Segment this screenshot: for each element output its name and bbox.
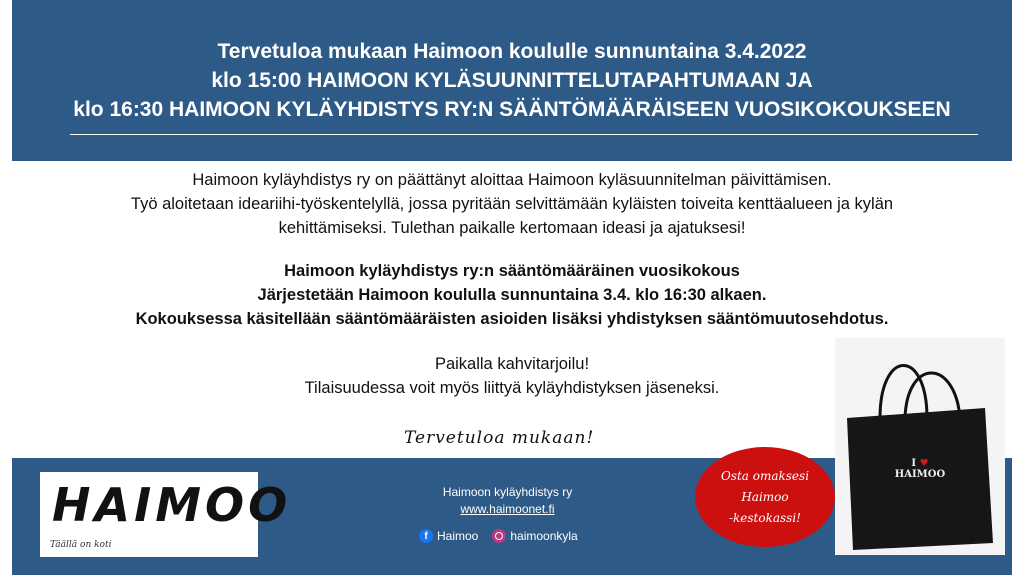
bag-text-brand: HAIMOO <box>894 469 946 480</box>
promo-badge <box>695 447 835 547</box>
cafe-line-2: Tilaisuudessa voit myös liittyä kyläyhdistyksen jäseneksi. <box>304 379 720 397</box>
logo-tagline: Täällä on koti <box>50 540 112 550</box>
instagram-label: haimoonkyla <box>510 529 578 543</box>
instagram-icon <box>492 529 506 543</box>
header-divider <box>70 134 978 135</box>
header-title-line-3: klo 16:30 HAIMOON KYLÄYHDISTYS RY:N SÄÄNTÖMÄÄRÄISEEN VUOSIKOKOUKSEEN <box>73 98 951 121</box>
facebook-icon: f <box>419 529 433 543</box>
welcome-script-text: Tervetuloa mukaan! <box>404 428 595 448</box>
intro-line-1: Haimoon kyläyhdistys ry on päättänyt aloittaa Haimoon kyläsuunnitelman päivittämisen. <box>192 171 832 189</box>
promo-line-1: Osta omaksesi <box>720 468 810 483</box>
heart-icon: ♥ <box>919 458 929 469</box>
meeting-line-1: Haimoon kyläyhdistys ry:n sääntömääräinen vuosikokous <box>284 262 740 280</box>
meeting-line-3: Kokouksessa käsitellään sääntömääräisten asioiden lisäksi yhdistyksen sääntömuutosehdotus. <box>135 310 889 328</box>
promo-line-2: Haimoo <box>741 489 789 504</box>
facebook-link[interactable] <box>419 529 478 543</box>
cafe-line-1: Paikalla kahvitarjoilu! <box>434 355 590 373</box>
header-title-line-1: Tervetuloa mukaan Haimoon koululle sunnuntaina 3.4.2022 <box>217 40 807 63</box>
intro-line-2: Työ aloitetaan ideariihi-työskentelyllä, jossa pyritään selvittämään kyläisten toiveita kenttäalueen ja kylän <box>130 195 894 213</box>
tote-bag-print <box>835 458 1005 480</box>
promo-line-3: -kestokassi! <box>728 510 802 525</box>
social-links <box>419 529 592 543</box>
intro-paragraph <box>0 168 1024 240</box>
tote-bag-illustration <box>835 338 1005 555</box>
intro-line-3: kehittämiseksi. Tulethan paikalle kertomaan ideasi ja ajatuksesi! <box>278 219 746 237</box>
association-website-link[interactable]: www.haimoonet.fi <box>460 502 555 516</box>
meeting-line-2: Järjestetään Haimoon koululla sunnuntaina 3.4. klo 16:30 alkaen. <box>257 286 767 304</box>
facebook-label: Haimoo <box>437 529 479 543</box>
bag-text-i: I <box>911 458 917 469</box>
association-info <box>410 484 605 518</box>
logo-wordmark: HAIMOO <box>52 478 292 532</box>
header-title-line-2: klo 15:00 HAIMOON KYLÄSUUNNITTELUTAPAHTUMAAN JA <box>211 69 813 92</box>
tote-bag-image <box>835 338 1005 555</box>
meeting-paragraph <box>0 259 1024 331</box>
haimoo-logo <box>40 472 292 557</box>
instagram-link[interactable] <box>492 529 577 543</box>
association-name: Haimoon kyläyhdistys ry <box>442 485 573 499</box>
header-banner <box>12 0 1012 161</box>
